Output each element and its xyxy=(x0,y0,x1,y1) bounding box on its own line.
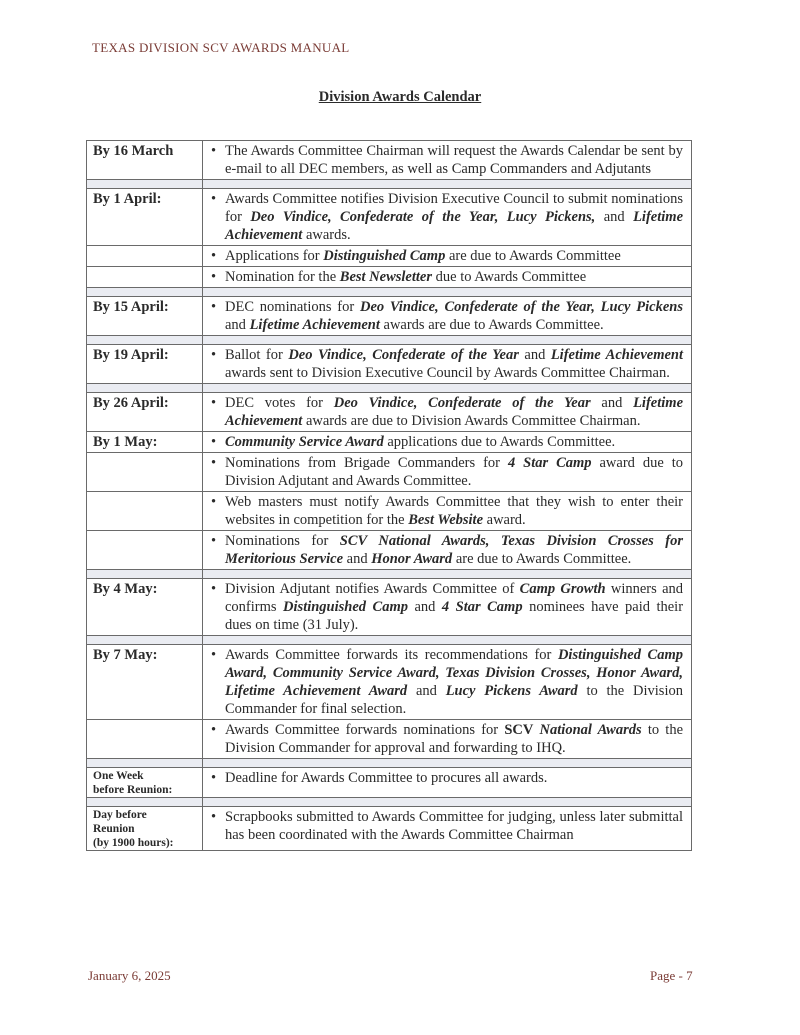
list-item: • Awards Committee forwards nominations for SCV National Awards to the Division Commander for approval and forwarding to IHQ. xyxy=(211,722,684,756)
bullet-icon: • xyxy=(211,299,217,315)
entry-cell xyxy=(203,453,692,492)
list-item: • Awards Committee forwards its recommendations for Distinguished Camp Award, Community Service Award, Texas Division Crosses, Honor Award, Lifetime Achievement Award and Lucy Pickens Award to the Division Commander for final selection. xyxy=(211,647,683,717)
entry-cell xyxy=(203,432,692,453)
deadline-label: By 26 April: xyxy=(87,393,203,432)
deadline-label: One Week before Reunion: xyxy=(87,768,203,798)
table-row xyxy=(87,453,692,492)
bullet-icon: • xyxy=(211,395,217,411)
entry-cell xyxy=(203,768,692,798)
bullet-icon: • xyxy=(211,455,217,471)
footer-date: January 6, 2025 xyxy=(88,968,171,983)
bullet-icon: • xyxy=(211,434,217,450)
bullet-icon: • xyxy=(211,770,217,786)
bullet-icon: • xyxy=(211,347,217,363)
table-row xyxy=(87,645,692,720)
list-item: • DEC nominations for Deo Vindice, Confederate of the Year, Lucy Pickens and Lifetime Achievement awards are due to Awards Committee. xyxy=(211,299,683,333)
row-separator xyxy=(87,798,692,807)
table-row xyxy=(87,267,692,288)
awards-calendar-table xyxy=(86,140,692,851)
table-row xyxy=(87,432,692,453)
table-row xyxy=(87,246,692,267)
row-separator xyxy=(87,384,692,393)
bullet-icon: • xyxy=(211,248,217,264)
deadline-label: By 16 March xyxy=(87,141,203,180)
bullet-icon: • xyxy=(211,647,217,663)
row-separator xyxy=(87,759,692,768)
list-item: • Nominations for SCV National Awards, Texas Division Crosses for Meritorious Service and Honor Award are due to Awards Committee. xyxy=(211,533,683,567)
entry-cell xyxy=(203,579,692,636)
bullet-icon: • xyxy=(211,581,217,597)
entry-cell xyxy=(203,267,692,288)
table-row xyxy=(87,345,692,384)
row-separator xyxy=(87,288,692,297)
page-title: Division Awards Calendar xyxy=(318,89,482,105)
list-item: • Nominations from Brigade Commanders for 4 Star Camp award due to Division Adjutant and Awards Committee. xyxy=(211,455,683,489)
list-item: • Applications for Distinguished Camp are due to Awards Committee xyxy=(211,248,621,264)
entry-cell xyxy=(203,720,692,759)
row-separator xyxy=(87,570,692,579)
table-row xyxy=(87,189,692,246)
deadline-label: By 19 April: xyxy=(87,345,203,384)
entry-cell xyxy=(203,645,692,720)
list-item: • DEC votes for Deo Vindice, Confederate of the Year and Lifetime Achievement awards are due to Division Awards Committee Chairman. xyxy=(211,395,683,429)
deadline-label: By 1 April: xyxy=(87,189,203,246)
deadline-label: By 1 May: xyxy=(87,432,203,453)
deadline-label: By 15 April: xyxy=(87,297,203,336)
entry-cell xyxy=(203,393,692,432)
row-separator xyxy=(87,180,692,189)
row-separator xyxy=(87,636,692,645)
list-item: • Ballot for Deo Vindice, Confederate of the Year and Lifetime Achievement awards sent to Division Executive Council by Awards Committee Chairman. xyxy=(211,347,683,381)
deadline-label: By 4 May: xyxy=(87,579,203,636)
list-item: • The Awards Committee Chairman will request the Awards Calendar be sent by e-mail to all DEC members, as well as Camp Commanders and Adjutants xyxy=(211,143,683,177)
bullet-icon: • xyxy=(211,269,217,285)
entry-cell xyxy=(203,345,692,384)
page-header: TEXAS DIVISION SCV AWARDS MANUAL xyxy=(92,40,350,55)
page-number: Page - 7 xyxy=(650,968,693,983)
list-item: • Deadline for Awards Committee to procures all awards. xyxy=(211,770,548,786)
table-row xyxy=(87,393,692,432)
list-item: • Awards Committee notifies Division Executive Council to submit nominations for Deo Vindice, Confederate of the Year, Lucy Pickens, and Lifetime Achievement awards. xyxy=(211,191,683,243)
entry-cell xyxy=(203,531,692,570)
entry-cell xyxy=(203,807,692,851)
deadline-label: By 7 May: xyxy=(87,645,203,720)
bullet-icon: • xyxy=(211,533,217,549)
table-row xyxy=(87,579,692,636)
table-row xyxy=(87,297,692,336)
table-row xyxy=(87,531,692,570)
bullet-icon: • xyxy=(211,809,217,825)
bullet-icon: • xyxy=(211,494,217,510)
bullet-icon: • xyxy=(211,722,217,738)
list-item: • Web masters must notify Awards Committee that they wish to enter their websites in competition for the Best Website award. xyxy=(211,494,683,528)
table-row xyxy=(87,807,692,851)
table-row xyxy=(87,768,692,798)
entry-cell xyxy=(203,492,692,531)
bullet-icon: • xyxy=(211,191,217,207)
entry-cell xyxy=(203,141,692,180)
list-item: • Community Service Award applications due to Awards Committee. xyxy=(211,434,616,450)
row-separator xyxy=(87,336,692,345)
table-row xyxy=(87,492,692,531)
table-row xyxy=(87,141,692,180)
entry-cell xyxy=(203,297,692,336)
entry-cell xyxy=(203,246,692,267)
bullet-icon: • xyxy=(211,143,217,159)
deadline-label: Day before Reunion (by 1900 hours): xyxy=(87,807,203,851)
list-item: • Nomination for the Best Newsletter due to Awards Committee xyxy=(211,269,587,285)
list-item: • Division Adjutant notifies Awards Committee of Camp Growth winners and confirms Distinguished Camp and 4 Star Camp nominees have paid their dues on time (31 July). xyxy=(211,581,684,633)
entry-cell xyxy=(203,189,692,246)
list-item: • Scrapbooks submitted to Awards Committee for judging, unless later submittal has been coordinated with the Awards Committee Chairman xyxy=(211,809,683,843)
table-row xyxy=(87,720,692,759)
